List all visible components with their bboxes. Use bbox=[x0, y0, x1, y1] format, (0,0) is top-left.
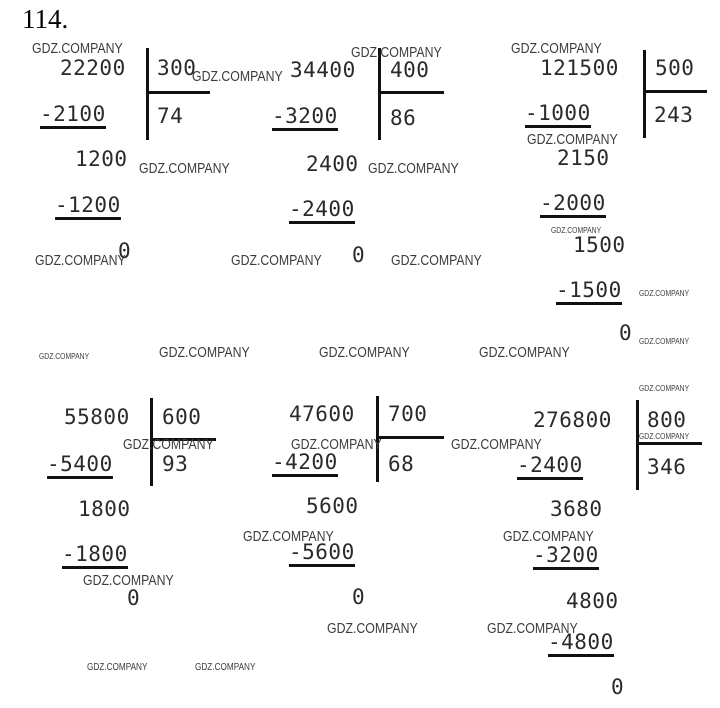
dividend: 34400 bbox=[290, 58, 356, 82]
remainder: 0 bbox=[352, 585, 366, 609]
divisor: 500 bbox=[655, 56, 695, 80]
quotient: 93 bbox=[162, 452, 189, 476]
remainder: 0 bbox=[611, 675, 625, 699]
watermark: GDZ.COMPANY bbox=[231, 252, 322, 269]
division-bracket-horizontal bbox=[378, 91, 444, 94]
subtrahend: -3200 bbox=[533, 543, 599, 570]
watermark: GDZ.COMPANY bbox=[639, 432, 690, 441]
remainder: 1200 bbox=[75, 147, 128, 171]
watermark: GDZ.COMPANY bbox=[83, 572, 174, 589]
watermark: GDZ.COMPANY bbox=[192, 68, 283, 85]
division-bracket-horizontal bbox=[376, 436, 444, 439]
watermark: GDZ.COMPANY bbox=[368, 160, 459, 177]
remainder: 4800 bbox=[566, 589, 619, 613]
watermark: GDZ.COMPANY bbox=[351, 44, 442, 61]
exercise-number: 114. bbox=[22, 4, 69, 34]
remainder: 1500 bbox=[573, 233, 626, 257]
dividend: 276800 bbox=[533, 408, 612, 432]
watermark: GDZ.COMPANY bbox=[35, 252, 126, 269]
remainder: 1800 bbox=[78, 497, 131, 521]
watermark: GDZ.COMPANY bbox=[487, 620, 578, 637]
subtrahend: -1200 bbox=[55, 193, 121, 220]
subtrahend: -1000 bbox=[525, 101, 591, 128]
watermark: GDZ.COMPANY bbox=[291, 436, 382, 453]
divisor: 300 bbox=[157, 56, 197, 80]
watermark: GDZ.COMPANY bbox=[39, 352, 90, 361]
dividend: 22200 bbox=[60, 56, 126, 80]
division-bracket-horizontal bbox=[636, 442, 702, 445]
remainder: 0 bbox=[127, 586, 141, 610]
subtrahend: -1800 bbox=[62, 542, 128, 569]
watermark: GDZ.COMPANY bbox=[87, 662, 148, 673]
division-bracket-vertical bbox=[636, 400, 639, 490]
watermark: GDZ.COMPANY bbox=[527, 131, 618, 148]
subtrahend: -4800 bbox=[548, 630, 614, 657]
remainder: 0 bbox=[352, 243, 366, 267]
watermark: GDZ.COMPANY bbox=[639, 337, 690, 346]
division-bracket-vertical bbox=[146, 48, 149, 140]
subtrahend: -2100 bbox=[40, 102, 106, 129]
remainder: 0 bbox=[619, 321, 633, 345]
watermark: GDZ.COMPANY bbox=[243, 528, 334, 545]
watermark: GDZ.COMPANY bbox=[139, 160, 230, 177]
division-bracket-horizontal bbox=[643, 90, 707, 93]
remainder: 3680 bbox=[550, 497, 603, 521]
remainder: 0 bbox=[118, 239, 132, 263]
dividend: 55800 bbox=[64, 405, 130, 429]
subtrahend: -5400 bbox=[47, 452, 113, 479]
divisor: 700 bbox=[388, 402, 428, 426]
watermark: GDZ.COMPANY bbox=[639, 384, 690, 393]
subtrahend: -2400 bbox=[517, 453, 583, 480]
subtrahend: -4200 bbox=[272, 450, 338, 477]
quotient: 86 bbox=[390, 106, 417, 130]
quotient: 243 bbox=[654, 103, 694, 127]
subtrahend: -1500 bbox=[556, 278, 622, 305]
remainder: 2150 bbox=[557, 146, 610, 170]
watermark: GDZ.COMPANY bbox=[551, 226, 602, 235]
watermark: GDZ.COMPANY bbox=[391, 252, 482, 269]
quotient: 68 bbox=[388, 452, 415, 476]
quotient: 346 bbox=[647, 455, 687, 479]
dividend: 121500 bbox=[540, 56, 619, 80]
watermark: GDZ.COMPANY bbox=[639, 289, 690, 298]
watermark: GDZ.COMPANY bbox=[319, 344, 410, 361]
watermark: GDZ.COMPANY bbox=[503, 528, 594, 545]
divisor: 400 bbox=[390, 58, 430, 82]
divisor: 600 bbox=[162, 405, 202, 429]
watermark: GDZ.COMPANY bbox=[479, 344, 570, 361]
division-bracket-horizontal bbox=[146, 91, 210, 94]
division-bracket-vertical bbox=[378, 48, 381, 140]
subtrahend: -2400 bbox=[289, 197, 355, 224]
divisor: 800 bbox=[647, 408, 687, 432]
watermark: GDZ.COMPANY bbox=[451, 436, 542, 453]
division-bracket-vertical bbox=[643, 50, 646, 138]
watermark: GDZ.COMPANY bbox=[511, 40, 602, 57]
dividend: 47600 bbox=[289, 402, 355, 426]
quotient: 74 bbox=[157, 104, 184, 128]
remainder: 2400 bbox=[306, 152, 359, 176]
watermark: GDZ.COMPANY bbox=[327, 620, 418, 637]
subtrahend: -3200 bbox=[272, 104, 338, 131]
watermark: GDZ.COMPANY bbox=[32, 40, 123, 57]
watermark: GDZ.COMPANY bbox=[195, 662, 256, 673]
watermark: GDZ.COMPANY bbox=[159, 344, 250, 361]
subtrahend: -5600 bbox=[289, 540, 355, 567]
subtrahend: -2000 bbox=[540, 191, 606, 218]
watermark: GDZ.COMPANY bbox=[123, 436, 214, 453]
remainder: 5600 bbox=[306, 494, 359, 518]
